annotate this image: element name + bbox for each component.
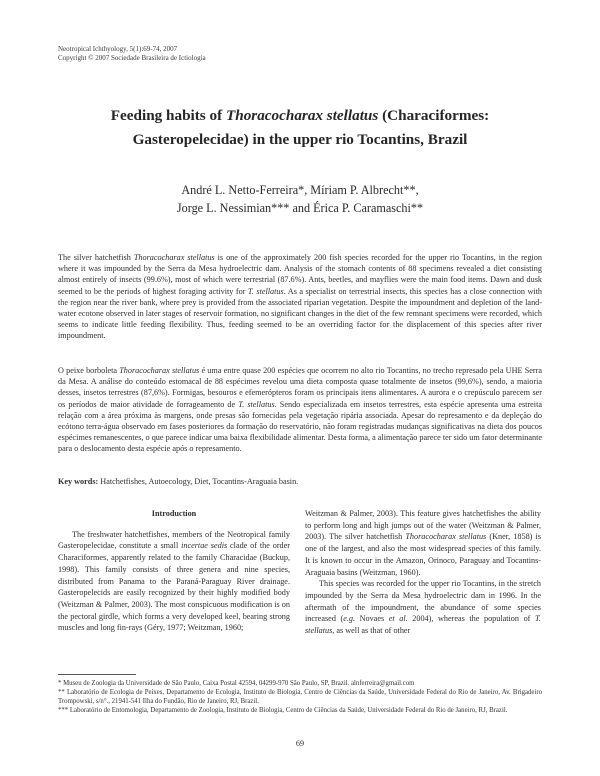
authors-line-1: André L. Netto-Ferreira*, Míriam P. Albrecht**, xyxy=(181,183,419,197)
intro-r2-species: T. stellatus xyxy=(305,614,541,636)
abstract-pt-text-3: . Sendo especializada em insetos terrestres, esta espécie apresenta uma estreita relação com a área próxima às margens, onde presas são fornecidas pela vegetação ripária associada. Apesar do represamento e da depleção do ecótono terra-água observado em fases posteriores da formação do reservatório, não foram registradas mudanças significativas na dieta dos poucos espécimes remanescentes, o que parece indicar uma baixa flexibilidade alimentar. Desta forma, a alimentação parece ter sido um fator determinante para o deslocamento desta espécie após o represamento. xyxy=(58,399,542,454)
intro-p1-text-2: clade of the order Characiformes, apparently related to the family Characidae (Buckup, 1998). This family consists of three genera and nine species, distributed from Panama to the Paraná-Paraguay River drainage. Gasteropelecids are easily recognized by their highly modified body (Weitzman & Palmer, 2003). The most conspicuous modification is on the pectoral girdle, which forms a very developed keel, bearing strong muscles and long fin-rays (Géry, 1977; Weitzman, 1960; xyxy=(58,541,291,633)
intro-r2-text-2: Novaes xyxy=(355,614,389,624)
title-line-2: Gasteropelecidae) in the upper rio Tocantins, Brazil xyxy=(132,131,468,148)
keywords-text: Hatchetfishes, Autoecology, Diet, Tocantins-Araguaia basin. xyxy=(98,477,299,486)
abstract-en-text: The silver hatchetfish xyxy=(58,253,134,262)
abstract-en-text-3: . As a specialist on terrestrial insects, this species has a close connection with the region near the river bank, where prey is provided from the associated riparian vegetation. Despite the impoundment and depletion of the land-water ecotone observed in later stages of reservoir formation, no significant changes in the diet of the few remnant specimens were recorded, which seems to indicate little feeding flexibility. Thus, feeding seemed to be an overriding factor for the displacement of this species after river impoundment. xyxy=(58,286,543,341)
abstract-english xyxy=(58,252,542,342)
page-number: 69 xyxy=(295,739,305,748)
intro-r1-species: Thoracocharax stellatus xyxy=(405,532,487,542)
intro-r2-text-3: 2004), whereas the population of xyxy=(407,614,535,624)
abstract-portuguese xyxy=(58,365,542,455)
intro-p1-italic: incertae sedis xyxy=(181,541,228,551)
abstract-en-text-2: is one of the approximately 200 fish species recorded for the upper rio Tocantins, in the region where it was impounded by the Serra da Mesa hydroelectric dam. Analysis of the stomach contents of 88 specimens revealed a diet consisting almost entirely of insects (99.6%), most of which were terrestrial (87.6%). Ants, beetles, and mayflies were the main food items. Dawn and dusk seemed to be the periods of highest foraging activity for xyxy=(58,253,542,296)
body-column-right xyxy=(305,508,541,637)
abstract-en-species-2: T. stellatus xyxy=(247,286,284,296)
footnote-2: ** Laboratório de Ecologia de Peixes, Departamento de Ecologia, Instituto de Biologia, Centro de Ciências da Saúde, Universidade Federal do Rio de Janeiro, Av. Brigadeiro Trompowski, s/n°., 21941-541 Ilha do Fundão, Rio de Janeiro, RJ, Brazil. xyxy=(58,689,542,706)
footnote-1: * Museu de Zoologia da Universidade de São Paulo, Caixa Postal 42594, 04299-970 São Paulo, SP, Brazil. alnferreira@gmail.com xyxy=(58,680,415,687)
authors-line-2: Jorge L. Nessimian*** and Érica P. Caramaschi** xyxy=(176,201,424,215)
journal-header xyxy=(58,45,206,63)
affiliation-footnotes xyxy=(58,679,542,715)
abstract-pt-text-2: é uma entre quase 200 espécies que ocorrem no alto rio Tocantins, no trecho represado pela UHE Serra da Mesa. A análise do conteúdo estomacal de 88 espécimes revelou uma dieta composta quase totalmente de insetos (99,6%), sendo, a maioria desses, insetos terrestres (87,6%). Formigas, besouros e efemerópteros foram os principais itens alimentares. A aurora e o crepúsculo parecem ser os períodos de maior atividade de forrageamento de xyxy=(58,366,542,409)
journal-citation: Neotropical Ichthyology, 5(1):69-74, 2007 xyxy=(58,45,178,53)
intro-r2-text-4: , as well as that of other xyxy=(332,626,411,636)
body-column-left xyxy=(58,508,290,634)
intro-p1-text: The freshwater hatchetfishes, members of the Neotropical family Gasteropelecidae, constitute a small xyxy=(58,529,290,551)
title-text-cont: (Characiformes: xyxy=(378,107,490,124)
intro-paragraph-2 xyxy=(305,578,541,637)
abstract-pt-text: O peixe borboleta xyxy=(58,366,120,375)
title-text: Feeding habits of xyxy=(110,107,226,124)
intro-r1-text: Weitzman & Palmer, 2003). This feature gives hatchetfishes the ability to perform long and high jumps out of the water (Weitzman & Palmer, 2003). The silver hatchetfish xyxy=(305,509,541,542)
abstract-pt-species-2: T. stellatus xyxy=(238,399,275,409)
section-heading-introduction: Introduction xyxy=(151,509,197,518)
keywords-label: Key words: xyxy=(58,477,99,486)
abstract-pt-species: Thoracocharax stellatus xyxy=(119,366,200,375)
keywords xyxy=(58,476,542,487)
footnote-divider xyxy=(58,674,136,675)
intro-r1-text-2: (Kner, 1858) is one of the largest, and also the most widespread species of this family. It is known to occur in the Amazon, Orinoco, Paraguay and Tocantins-Araguaia basins (Weitzman, 1960). xyxy=(305,532,541,577)
copyright-line: Copyright © 2007 Sociedade Brasileira de Ictiologia xyxy=(58,54,206,62)
intro-paragraph-1 xyxy=(58,529,290,634)
intro-r2-italic-2: et al. xyxy=(388,614,408,624)
intro-r2-italic: e.g. xyxy=(343,614,356,624)
footnote-3: *** Laboratório de Entomologia, Departamento de Zoologia, Instituto de Biologia, Centro de Ciências da Saúde, Universidade Federal do Rio de Janeiro, RJ, Brazil. xyxy=(58,707,508,715)
intro-paragraph-1-cont xyxy=(305,508,541,578)
abstract-en-species: Thoracocharax stellatus xyxy=(133,253,215,262)
intro-r2-text: This species was recorded for the upper rio Tocantins, in the stretch impounded by the Serra da Mesa hydroelectric dam in 1996. In the aftermath of the impoundment, the abundance of some species increased ( xyxy=(305,579,541,624)
title-species: Thoracocharax stellatus xyxy=(225,107,379,124)
article-title xyxy=(58,104,542,152)
author-list xyxy=(58,181,542,217)
